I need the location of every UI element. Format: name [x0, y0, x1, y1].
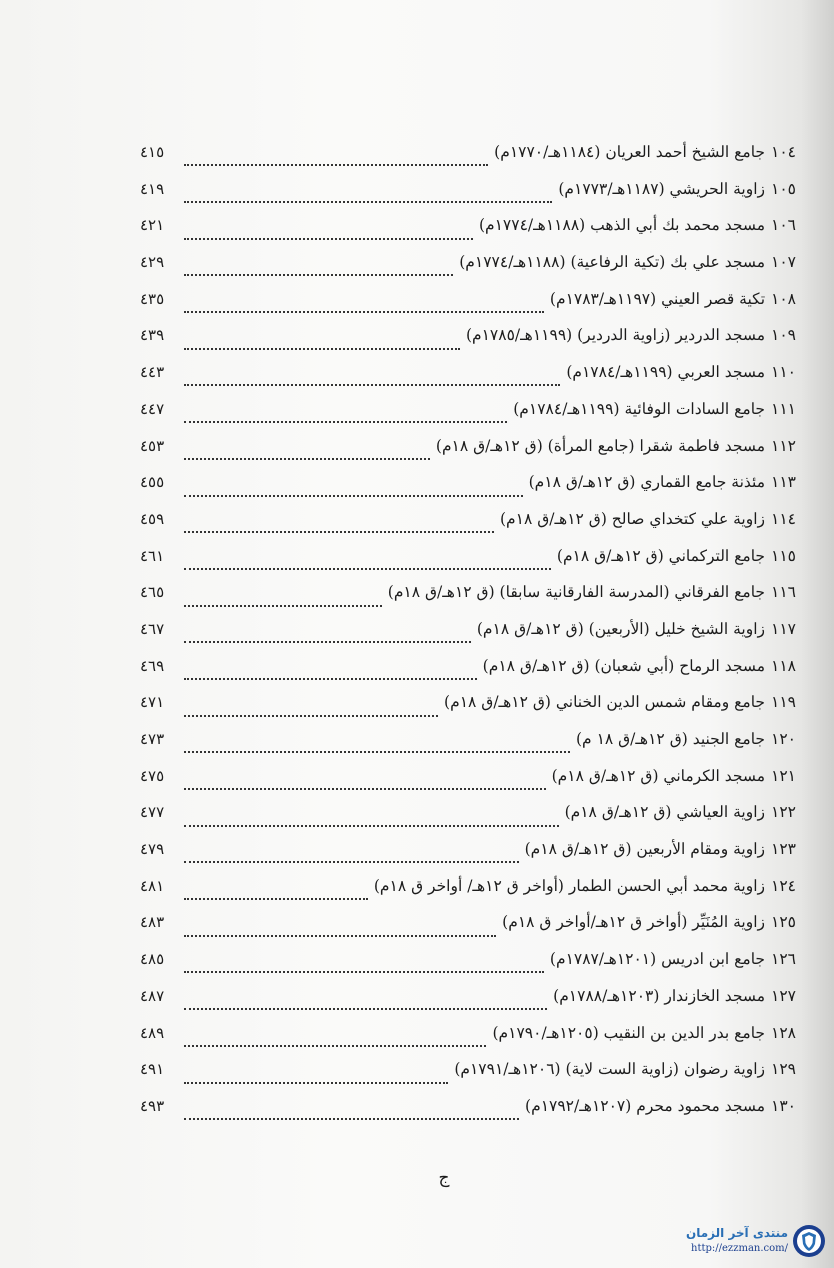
- entry-title: مئذنة جامع القماري (ق ١٢هـ/ق ١٨م): [528, 473, 766, 492]
- entry-number: ١١٩: [771, 693, 796, 712]
- entry-number: ١٢٠: [771, 730, 796, 748]
- toc-entry[interactable]: [140, 950, 796, 987]
- toc-entry[interactable]: [140, 510, 796, 547]
- entry-title: زاوية الحريشي (١١٨٧هـ/١٧٧٣م): [558, 179, 766, 198]
- toc-entry[interactable]: [140, 216, 796, 253]
- entry-title: زاوية رضوان (زاوية الست لاية) (١٢٠٦هـ/١٧٩١م): [454, 1060, 766, 1079]
- toc-entry[interactable]: [140, 693, 796, 730]
- entry-title: مسجد الخازندار (١٢٠٣هـ/١٧٨٨م): [553, 986, 766, 1005]
- watermark-title: منتدى آخر الزمان: [686, 1226, 788, 1240]
- dot-leader: [184, 788, 546, 790]
- entry-title: جامع ابن ادريس (١٢٠١هـ/١٧٨٧م): [549, 950, 766, 969]
- dot-leader: [184, 678, 477, 680]
- entry-number: ١٢٦: [771, 950, 796, 969]
- entry-number: ١١٠: [771, 363, 796, 382]
- toc-entry[interactable]: [140, 657, 796, 694]
- entry-page-number: ٤٢٩: [140, 253, 165, 272]
- toc-entry[interactable]: [140, 583, 796, 620]
- entry-number: ١٢٩: [771, 1060, 796, 1079]
- entry-page-number: ٤٧٧: [140, 803, 165, 822]
- entry-title: زاوية الشيخ خليل (الأربعين) (ق ١٢هـ/ق ١٨م): [476, 619, 766, 638]
- toc-entry[interactable]: [140, 180, 796, 217]
- toc-entry[interactable]: [140, 547, 796, 584]
- entry-title: مسجد محمود محرم (١٢٠٧هـ/١٧٩٢م): [525, 1096, 766, 1115]
- dot-leader: [184, 825, 559, 827]
- entry-page-number: ٤٨٧: [140, 986, 165, 1005]
- entry-title: زاوية علي كتخداي صالح (ق ١٢هـ/ق ١٨م): [500, 509, 766, 528]
- dot-leader: [184, 201, 552, 203]
- entry-number: ١١٨: [771, 656, 796, 675]
- toc-entry[interactable]: [140, 363, 796, 400]
- entry-page-number: ٤٧١: [140, 693, 165, 712]
- dot-leader: [184, 935, 496, 937]
- entry-page-number: ٤٤٧: [140, 399, 165, 418]
- entry-number: ١١٤: [771, 509, 796, 528]
- dot-leader: [184, 531, 494, 533]
- entry-page-number: ٤٧٥: [140, 766, 165, 785]
- entry-number: ١٠٨: [771, 289, 796, 308]
- entry-title: زاوية المُنَيِّر (أواخر ق ١٢هـ/أواخر ق ١٨م): [502, 913, 766, 932]
- entry-title: جامع ومقام شمس الدين الخناني (ق ١٢هـ/ق ١٨م): [444, 693, 766, 712]
- dot-leader: [184, 495, 523, 497]
- dot-leader: [184, 605, 382, 607]
- dot-leader: [184, 1082, 448, 1084]
- entry-page-number: ٤٦٧: [140, 619, 165, 638]
- entry-page-number: ٤٤٣: [140, 363, 165, 382]
- entry-title: جامع الشيخ أحمد العريان (١١٨٤هـ/١٧٧٠م): [494, 143, 766, 161]
- dot-leader: [184, 384, 560, 386]
- dot-leader: [184, 274, 453, 276]
- entry-page-number: ٤٨٩: [140, 1023, 165, 1042]
- entry-page-number: ٤٥٩: [140, 509, 165, 528]
- entry-number: ١٠٥: [771, 179, 796, 198]
- entry-title: مسجد محمد بك أبي الذهب (١١٨٨هـ/١٧٧٤م): [478, 216, 766, 235]
- entry-page-number: ٤١٩: [140, 179, 165, 198]
- dot-leader: [184, 971, 544, 973]
- dot-leader: [184, 348, 460, 350]
- dot-leader: [184, 641, 471, 643]
- entry-number: ١٢١: [771, 766, 796, 785]
- shield-logo-icon: [792, 1224, 826, 1258]
- entry-title: زاوية محمد أبي الحسن الطمار (أواخر ق ١٢هـ/ أواخر ق ١٨م): [373, 876, 766, 895]
- entry-title: مسجد علي بك (تكية الرفاعية) (١١٨٨هـ/١٧٧٤م): [459, 253, 766, 272]
- dot-leader: [184, 1008, 547, 1010]
- entry-title: زاوية العياشي (ق ١٢هـ/ق ١٨م): [564, 803, 766, 822]
- entry-page-number: ٤١٥: [140, 143, 165, 161]
- entry-title: جامع التركماني (ق ١٢هـ/ق ١٨م): [556, 546, 766, 565]
- dot-leader: [184, 861, 519, 863]
- entry-number: ١٢٢: [771, 803, 796, 822]
- watermark-url[interactable]: http://ezzman.com/: [691, 1243, 788, 1254]
- entry-page-number: ٤٥٣: [140, 436, 165, 455]
- dot-leader: [184, 715, 438, 717]
- dot-leader: [184, 568, 551, 570]
- toc-entry[interactable]: [140, 840, 796, 877]
- dot-leader: [184, 751, 570, 753]
- entry-number: ١٣٠: [771, 1096, 796, 1115]
- entry-page-number: ٤٦٩: [140, 656, 165, 675]
- entry-page-number: ٤٨١: [140, 876, 165, 895]
- toc-entry[interactable]: [140, 620, 796, 657]
- toc-entry[interactable]: [140, 326, 796, 363]
- entry-title: مسجد الكرماني (ق ١٢هـ/ق ١٨م): [551, 766, 766, 785]
- entry-number: ١١٦: [771, 583, 796, 602]
- toc-entry[interactable]: [140, 143, 796, 180]
- table-of-contents: [140, 143, 796, 1134]
- entry-page-number: ٤٩٣: [140, 1096, 165, 1115]
- entry-title: مسجد فاطمة شقرا (جامع المرأة) (ق ١٢هـ/ق ١٨م): [435, 436, 766, 455]
- entry-title: زاوية ومقام الأربعين (ق ١٢هـ/ق ١٨م): [524, 840, 766, 859]
- dot-leader: [184, 1118, 519, 1120]
- entry-page-number: ٤٣٥: [140, 289, 165, 308]
- dot-leader: [184, 238, 473, 240]
- entry-number: ١٢٤: [771, 876, 796, 895]
- entry-page-number: ٤٨٣: [140, 913, 165, 932]
- dot-leader: [184, 164, 488, 166]
- entry-title: جامع الفرقاني (المدرسة الفارقانية سابقا) (ق ١٢هـ/ق ١٨م): [387, 583, 766, 602]
- entry-number: ١٢٧: [771, 986, 796, 1005]
- dot-leader: [184, 1045, 486, 1047]
- entry-number: ١٠٦: [771, 216, 796, 235]
- entry-number: ١٢٨: [771, 1023, 796, 1042]
- toc-entry[interactable]: [140, 877, 796, 914]
- toc-entry[interactable]: [140, 400, 796, 437]
- entry-number: ١٠٩: [771, 326, 796, 345]
- toc-entry[interactable]: [140, 913, 796, 950]
- toc-entry[interactable]: [140, 437, 796, 474]
- entry-number: ١١١: [771, 399, 796, 418]
- entry-title: جامع السادات الوفائية (١١٩٩هـ/١٧٨٤م): [513, 399, 766, 418]
- entry-title: مسجد الدردير (زاوية الدردير) (١١٩٩هـ/١٧٨٥م): [465, 326, 766, 345]
- forum-watermark[interactable]: [650, 1222, 830, 1262]
- entry-number: ١١٧: [771, 619, 796, 638]
- entry-page-number: ٤٦٥: [140, 583, 165, 602]
- entry-title: جامع بدر الدين بن النقيب (١٢٠٥هـ/١٧٩٠م): [492, 1023, 766, 1042]
- toc-entry[interactable]: [140, 1097, 796, 1134]
- entry-title: مسجد الرماح (أبي شعبان) (ق ١٢هـ/ق ١٨م): [482, 656, 766, 675]
- entry-number: ١٢٣: [771, 840, 796, 859]
- entry-number: ١٢٥: [771, 913, 796, 932]
- toc-entry[interactable]: [140, 253, 796, 290]
- entry-page-number: ٤٢١: [140, 216, 165, 235]
- dot-leader: [184, 421, 507, 423]
- dot-leader: [184, 458, 430, 460]
- entry-page-number: ٤٧٣: [140, 730, 165, 748]
- entry-page-number: ٤٧٩: [140, 840, 165, 859]
- toc-entry[interactable]: [140, 767, 796, 804]
- page-marker: ج: [438, 1168, 450, 1188]
- entry-title: تكية قصر العيني (١١٩٧هـ/١٧٨٣م): [549, 289, 766, 308]
- dot-leader: [184, 898, 368, 900]
- entry-page-number: ٤٣٩: [140, 326, 165, 345]
- toc-entry[interactable]: [140, 987, 796, 1024]
- toc-entry[interactable]: [140, 1024, 796, 1061]
- entry-number: ١٠٧: [771, 253, 796, 272]
- entry-page-number: ٤٥٥: [140, 473, 165, 492]
- entry-page-number: ٤٦١: [140, 546, 165, 565]
- entry-number: ١١٣: [771, 473, 796, 492]
- toc-entry[interactable]: [140, 803, 796, 840]
- entry-number: ١١٥: [771, 546, 796, 565]
- toc-entry[interactable]: [140, 290, 796, 327]
- entry-title: جامع الجنيد (ق ١٢هـ/ق ١٨ م): [575, 730, 766, 748]
- toc-entry[interactable]: [140, 730, 796, 767]
- entry-title: مسجد العربي (١١٩٩هـ/١٧٨٤م): [566, 363, 766, 382]
- dot-leader: [184, 311, 544, 313]
- entry-page-number: ٤٩١: [140, 1060, 165, 1079]
- toc-entry[interactable]: [140, 1060, 796, 1097]
- entry-number: ١٠٤: [771, 143, 796, 161]
- entry-page-number: ٤٨٥: [140, 950, 165, 969]
- entry-number: ١١٢: [771, 436, 796, 455]
- toc-entry[interactable]: [140, 473, 796, 510]
